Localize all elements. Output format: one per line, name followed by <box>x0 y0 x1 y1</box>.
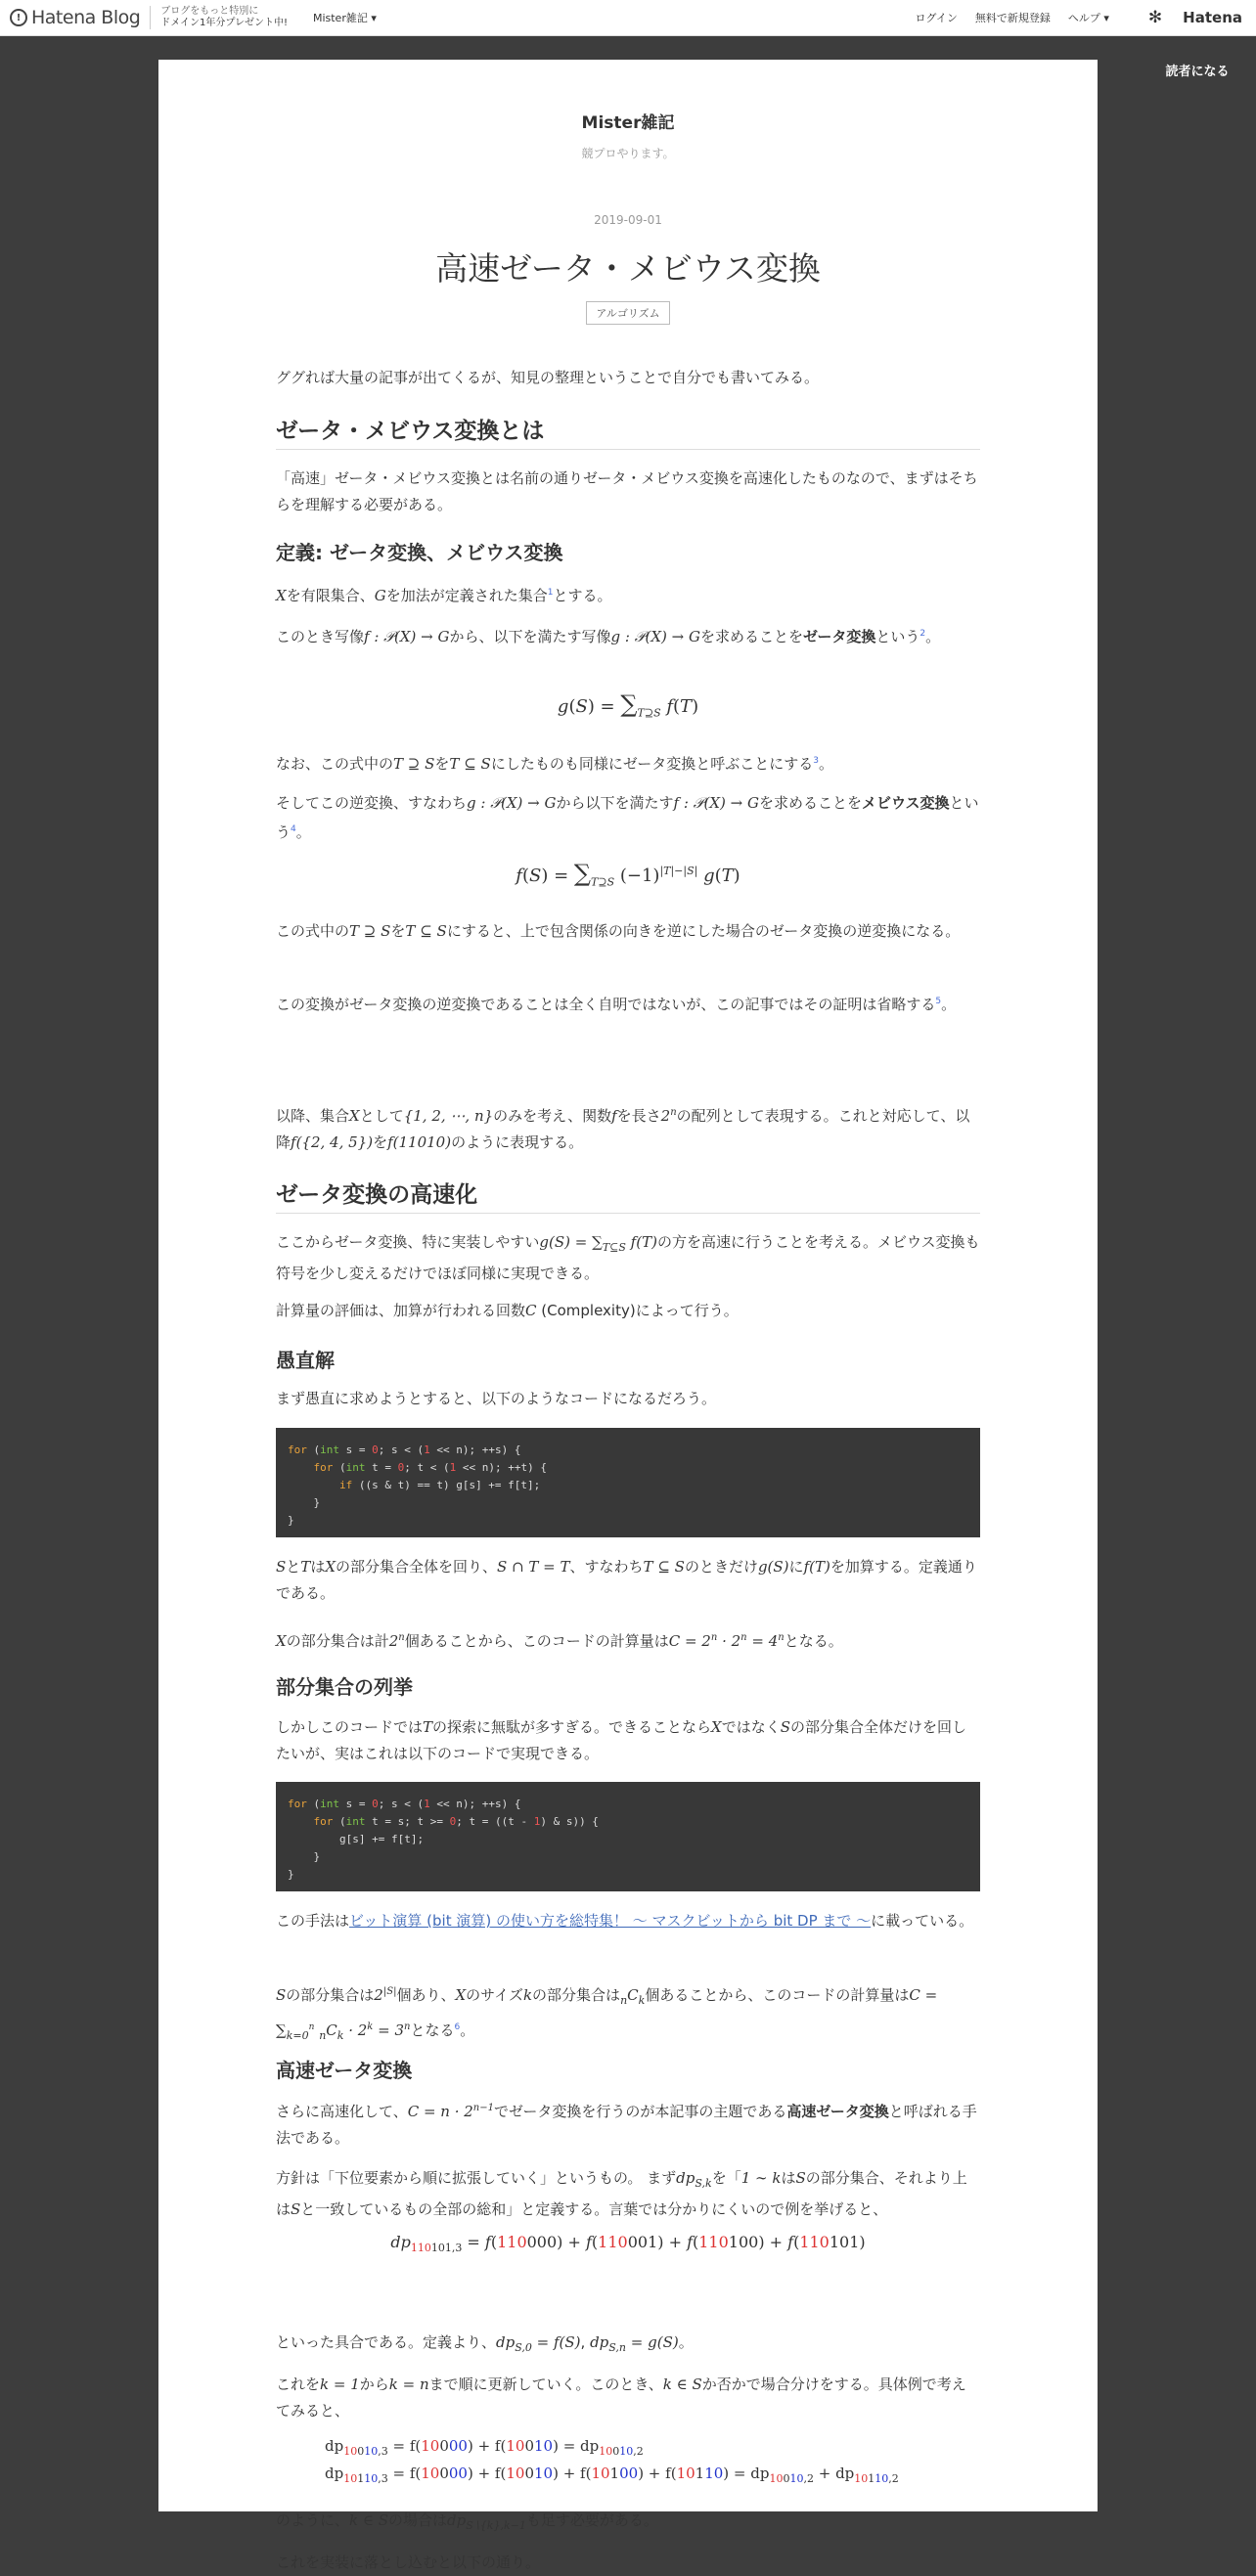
paragraph: Xの部分集合は計2$^n$個あることから、このコードの計算量は$C = 2^n \cdot 2^n = 4^n$となる。 <box>276 1632 843 1650</box>
paragraph: まず愚直に求めようとすると、以下のようなコードになるだろう。 <box>276 1390 717 1407</box>
paragraph: といった具合である。定義より、$dp_{S,0} = f(S)$, $dp_{S,n} = g(S)$。 <box>276 2333 694 2354</box>
subsection-heading: 愚直解 <box>276 1349 335 1372</box>
entry-date-link[interactable]: 2019-09-01 <box>594 213 662 227</box>
section-heading: ゼータ変換の高速化 <box>276 1177 980 1214</box>
paragraph: 以降、集合Xとして{1, 2, ⋯, n}のみを考え、関数fを長さ2$^n$の配列として表現する。これと対応して、以降f({2, 4, 5})をf(11010)のように表現する。 <box>276 1107 970 1151</box>
paragraph: SとTはXの部分集合全体を回り、S ∩ T = T、すなわちT ⊆ Sのときだけg(S)にf(T)を加算する。定義通りである。 <box>276 1558 977 1602</box>
bit-operation-article-link[interactable]: ビット演算 (bit 演算) の使い方を総特集！ 〜 マスクビットから bit DP まで 〜 <box>349 1912 872 1930</box>
equation-update-example-2: $dp_{10110,3} = f(10000) + f(10010) + f(10100) + f(10110) = dp_{10010,2} + dp_{10110,2}$ <box>325 2465 899 2485</box>
hatena-logo-icon: ! <box>10 9 27 26</box>
equation-dp-example: $dp_{110101,3} = f(110000) + f(110001) + f(110100) + f(110101)$ <box>390 2233 866 2255</box>
promo-line-2: ドメイン1年分プレゼント中! <box>160 18 288 28</box>
subsection-heading: 定義: ゼータ変換、メビウス変換 <box>276 541 563 564</box>
divider <box>150 6 151 29</box>
subscribe-button[interactable]: 読者になる <box>1152 57 1242 82</box>
paragraph: なお、この式中のT ⊇ SをT ⊆ Sにしたものも同様にゼータ変換と呼ぶことにする$^3$。 <box>276 755 833 773</box>
promo-line-1: ブログをもっと特別に <box>160 6 259 17</box>
paragraph: 「高速」ゼータ・メビウス変換とは名前の通りゼータ・メビウス変換を高速化したものなので、まずはそちらを理解する必要がある。 <box>276 469 978 513</box>
hatena-star-icon: ✻ <box>1147 8 1163 27</box>
entry-title: 高速ゼータ・メビウス変換 <box>435 249 821 288</box>
subsection-heading: 高速ゼータ変換 <box>276 2059 413 2082</box>
paragraph: この手法はビット演算 (bit 演算) の使い方を総特集！ 〜 マスクビットから bit DP まで 〜に載っている。 <box>276 1912 974 1930</box>
intro-paragraph: ググれば大量の記事が出てくるが、知見の整理ということで自分でも書いてみる。 <box>276 369 820 386</box>
code-block-naive: for (int s = 0; s < (1 << n); ++s) { for (int t = 0; t < (1 << n); ++t) { if ((s & t) == t) g[s] += f[t]; } } <box>276 1428 980 1537</box>
paragraph: Sの部分集合は$2^{|S|}$個あり、Xのサイズkの部分集合は$_nC_k$個あることから、このコードの計算量は$C = \sum_{k=0}^n$ $_nC_k \cdot 2^k = 3^n$となる$^6$。 <box>276 1986 938 2042</box>
paragraph: これを実装に落とし込むと以下の通り。 <box>276 2554 541 2571</box>
paragraph: さらに高速化して、$C = n \cdot 2^{n-1}$でゼータ変換を行うのが本記事の主題である高速ゼータ変換と呼ばれる手法である。 <box>276 2103 977 2147</box>
help-dropdown[interactable]: ヘルプ ▾ <box>1067 12 1109 24</box>
blog-menu-dropdown[interactable]: Mister雑記 ▾ <box>312 12 377 24</box>
section-heading: ゼータ・メビウス変換とは <box>276 413 980 450</box>
paragraph: このとき写像f : 𝒫(X) → Gから、以下を満たす写像g : 𝒫(X) → Gを求めることをゼータ変換という$^2$。 <box>276 628 941 645</box>
paragraph: 計算量の評価は、加算が行われる回数C (Complexity)によって行う。 <box>276 1302 739 1319</box>
blog-title-link[interactable]: Mister雑記 <box>581 113 675 133</box>
hatena-text: Hatena <box>1183 9 1242 26</box>
equation-update-example-1: $dp_{10010,3} = f(10000) + f(10010) = dp_{10010,2}$ <box>325 2437 644 2458</box>
paragraph: しかしこのコードではTの探索に無駄が多すぎる。できることならXではなくSの部分集合全体だけを回したいが、実はこれは以下のコードで実現できる。 <box>276 1718 967 1762</box>
signup-link[interactable]: 無料で新規登録 <box>974 12 1051 24</box>
paragraph: この式中のT ⊇ SをT ⊆ Sにすると、上で包含関係の向きを逆にした場合のゼータ変換の逆変換になる。 <box>276 922 961 940</box>
hatena-blog-logo[interactable] <box>10 0 140 36</box>
hatena-link[interactable] <box>1131 8 1242 27</box>
paragraph: ここからゼータ変換、特に実装しやすい$g(S) = \sum_{T⊆S}$ f(T)の方を高速に行うことを考える。メビウス変換も符号を少し変えるだけでほぼ同様に実現できる。 <box>276 1233 980 1282</box>
global-header <box>0 0 1256 36</box>
login-link[interactable]: ログイン <box>915 12 958 24</box>
category-tag[interactable]: アルゴリズム <box>586 301 670 325</box>
domain-promo-link[interactable] <box>160 6 288 29</box>
blog-description: 競プロやります。 <box>581 147 675 160</box>
code-block-subset: for (int s = 0; s < (1 << n); ++s) { for (int t = s; t >= 0; t = ((t - 1) & s)) { g[s] += f[t]; } } <box>276 1782 980 1891</box>
paragraph: のように、k ∈ Sの場合は$dp_{S∖\{k\},k-1}$も足す必要がある。 <box>276 2511 658 2532</box>
paragraph: 方針は「下位要素から順に拡張していく」というもの。 まず$dp_{S,k}$を「1 ∼ kはSの部分集合、それより上はSと一致しているもの全部の総和」と定義する。言葉では分かりにくいので例を挙げると、 <box>276 2169 967 2218</box>
blog-page <box>158 60 1098 2571</box>
equation-mobius: $f(S) = \sum_{T⊇S}$ $(-1)^{|T|-|S|}$ g(T) <box>516 860 740 889</box>
paragraph: Xを有限集合、Gを加法が定義された集合$^1$とする。 <box>276 587 612 604</box>
paragraph: この変換がゼータ変換の逆変換であることは全く自明ではないが、この記事ではその証明は省略する$^5$。 <box>276 996 957 1013</box>
logo-text: Hatena Blog <box>31 7 141 28</box>
paragraph: これをk = 1からk = nまで順に更新していく。このとき、k ∈ Sか否かで場合分けをする。具体例で考えてみると、 <box>276 2376 966 2420</box>
equation-zeta: $g(S) = \sum_{T⊇S}$ f(T) <box>557 690 699 720</box>
paragraph: そしてこの逆変換、すなわちg : 𝒫(X) → Gから以下を満たすf : 𝒫(X) → Gを求めることをメビウス変換という$^4$。 <box>276 794 979 841</box>
subsection-heading: 部分集合の列挙 <box>276 1675 413 1699</box>
